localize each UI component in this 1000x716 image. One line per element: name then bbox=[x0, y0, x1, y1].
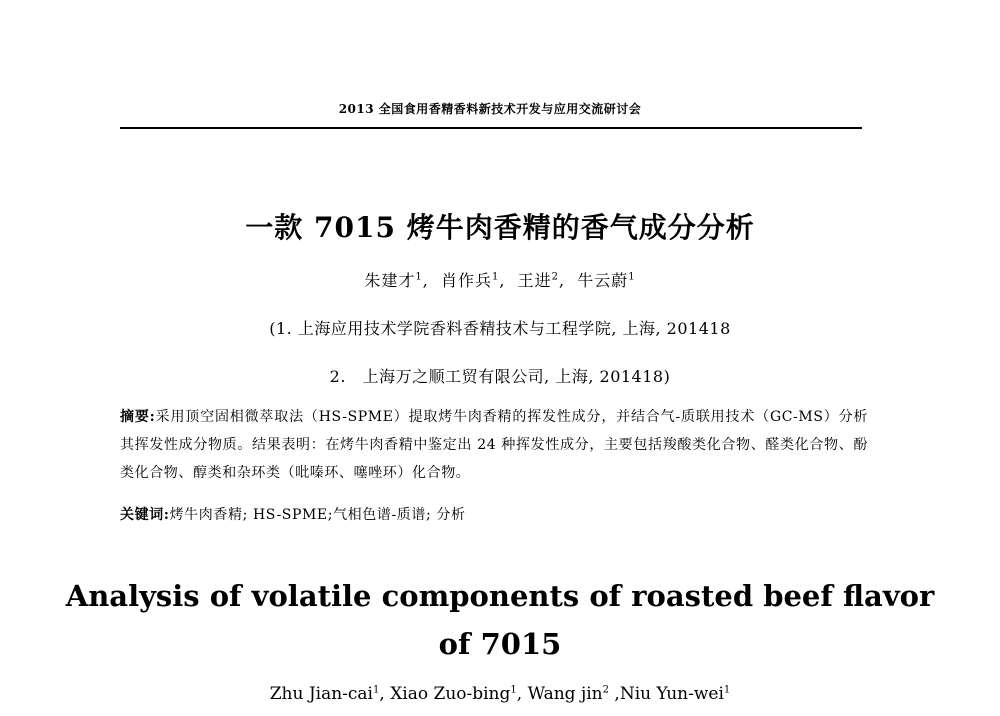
author-en-name: Xiao Zuo-bing bbox=[390, 684, 511, 704]
author-en-name: Niu Yun-wei bbox=[619, 684, 724, 704]
english-title-line-1: Analysis of volatile components of roasted beef flavor bbox=[65, 579, 935, 613]
abstract bbox=[120, 403, 868, 487]
author-en-affil: 2 bbox=[602, 684, 609, 696]
author-zh-name: 牛云蔚 bbox=[577, 271, 629, 290]
affiliation-1: (1. 上海应用技术学院香料香精技术与工程学院, 上海, 201418 bbox=[269, 319, 731, 338]
english-authors bbox=[0, 684, 1000, 704]
english-title bbox=[0, 572, 1000, 668]
chinese-authors: 朱建才$^1$, 肖作兵$^1$, 王进$^2$, 牛云蔚$^1$ bbox=[364, 271, 636, 290]
keywords bbox=[120, 501, 868, 529]
author-en-affil: 1 bbox=[510, 684, 517, 696]
keywords-text: 烤牛肉香精; HS-SPME;气相色谱-质谱; 分析 bbox=[169, 507, 466, 523]
author-en-sep: , bbox=[379, 684, 391, 704]
conference-header: 2013 全国食用香精香料新技术开发与应用交流研讨会 bbox=[338, 102, 642, 116]
author-zh-affil: 1 bbox=[415, 271, 423, 283]
abstract-text: 采用顶空固相微萃取法（HS-SPME）提取烤牛肉香精的挥发性成分，并结合气-质联用技术（GC-MS）分析其挥发性成分物质。结果表明：在烤牛肉香精中鉴定出 24 种挥发性成分，主要包括羧酸类化合物、醛类化合物、酚类化合物、醇类和杂环类（吡嗪环、噻唑环）化合物。 bbox=[120, 409, 868, 481]
author-zh-name: 朱建才 bbox=[364, 271, 416, 290]
header-rule bbox=[120, 127, 862, 129]
author-zh-affil: 2 bbox=[551, 271, 560, 283]
author-zh-affil: 1 bbox=[491, 271, 500, 283]
author-zh-name: 王进 bbox=[517, 271, 552, 290]
abstract-label: 摘要: bbox=[120, 409, 156, 425]
author-en-sep: , bbox=[516, 684, 528, 704]
author-zh-affil: 1 bbox=[628, 271, 636, 283]
affiliation-2: 2. 上海万之顺工贸有限公司, 上海, 201418) bbox=[329, 367, 671, 386]
author-en-affil: 1 bbox=[373, 684, 380, 696]
english-title-line-2: of 7015 bbox=[438, 627, 562, 661]
chinese-title: 一款 7015 烤牛肉香精的香气成分分析 bbox=[245, 211, 755, 244]
author-en-name: Wang jin bbox=[527, 684, 603, 704]
author-en-affil: 1 bbox=[723, 684, 731, 696]
author-en-name: Zhu Jian-cai bbox=[269, 684, 373, 704]
author-en-sep: , bbox=[609, 684, 620, 704]
keywords-label: 关键词: bbox=[120, 507, 170, 523]
author-zh-name: 肖作兵 bbox=[440, 271, 492, 290]
